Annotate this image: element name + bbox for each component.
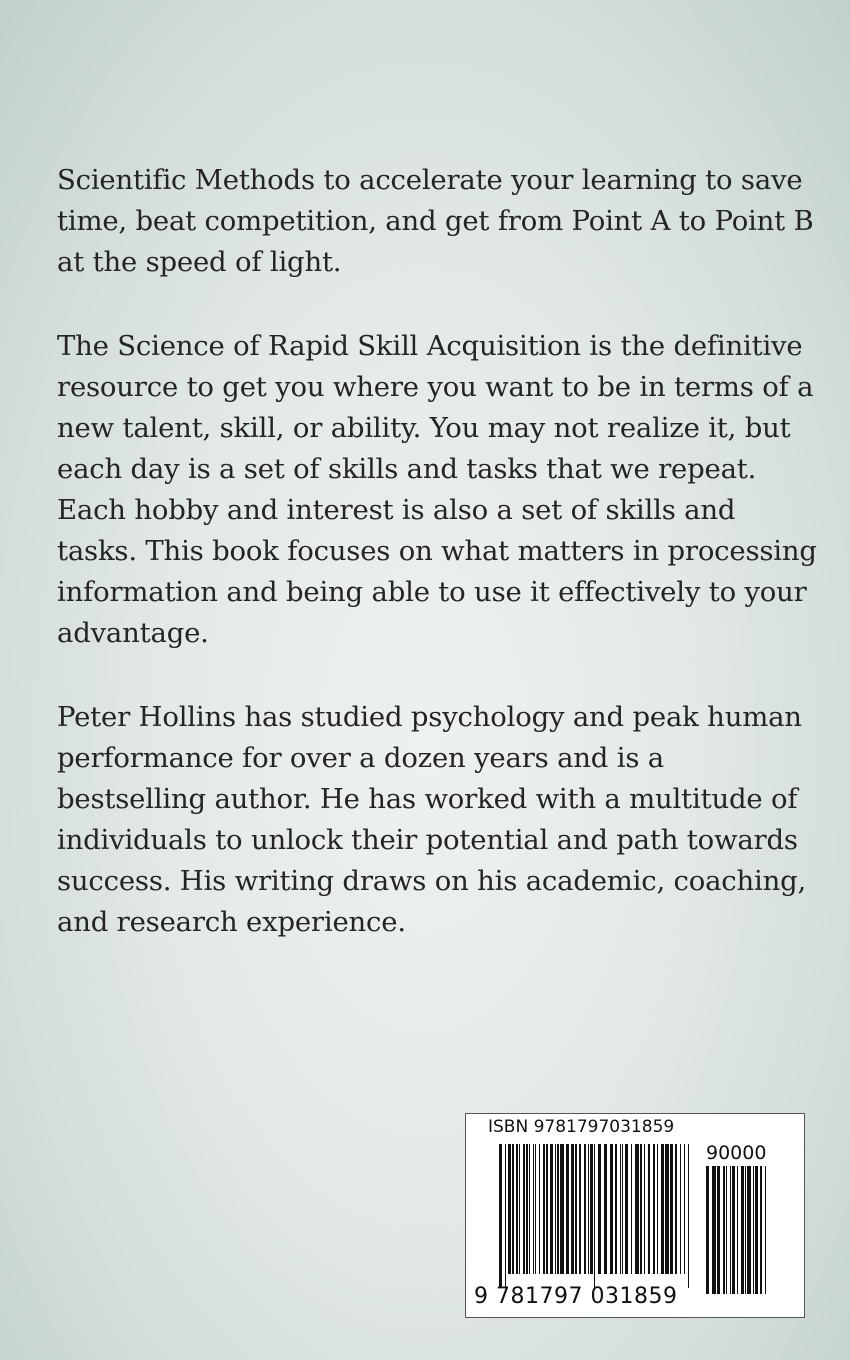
blurb-paragraph-intro: Scientific Methods to accelerate your learning to save time, beat competition, and get from Point A to Point B at the speed of light.	[57, 164, 814, 278]
isbn-digits: 9 781797 031859	[474, 1284, 678, 1309]
blurb-paragraph-description: The Science of Rapid Skill Acquisition is the definitive resource to get you where you want to be in terms of a new talent, skill, or ability. You may not realize it, but each day is a set of skills and tasks that we repeat. Each hobby and interest is also a set of skills and tasks. This book focuses on what matters in processing information and being able to use it effectively to your advantage.	[57, 330, 817, 649]
blurb-text	[57, 160, 817, 986]
isbn-barcode-box	[465, 1113, 805, 1318]
isbn-label: ISBN 9781797031859	[488, 1117, 675, 1137]
barcode-addon-number: 90000	[706, 1142, 767, 1164]
blurb-paragraph-author-bio: Peter Hollins has studied psychology and peak human performance for over a dozen years and is a bestselling author. He has worked with a multitude of individuals to unlock their potential and path towards success. His writing draws on his academic, coaching, and research experience.	[57, 701, 807, 938]
